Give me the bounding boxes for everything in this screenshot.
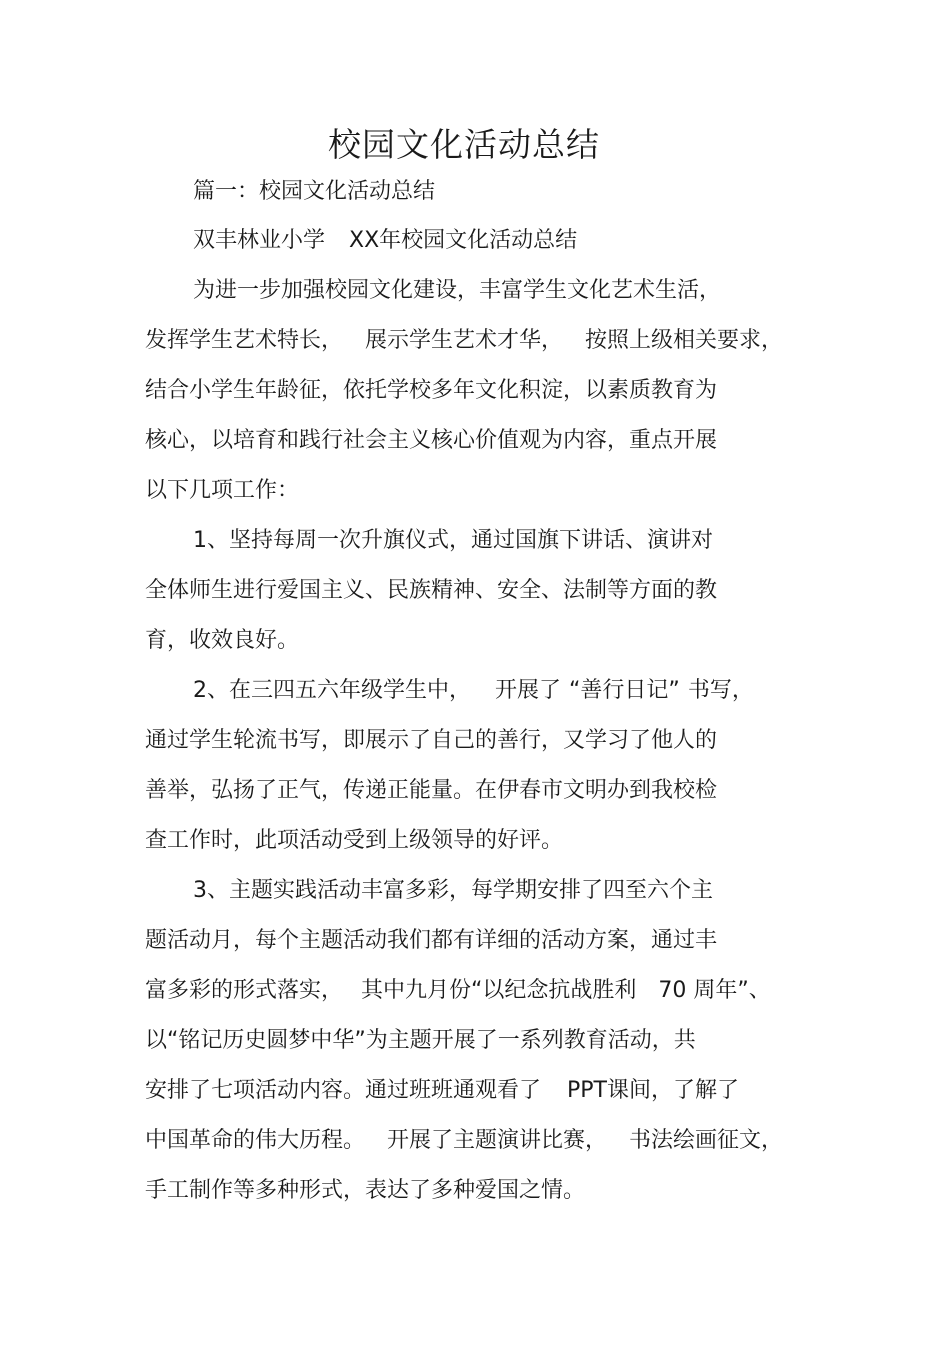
text-segment: 开展了主题演讲比赛，: [387, 1128, 608, 1153]
text-segment: 其中九月份“以纪念抗战胜利: [361, 978, 637, 1003]
text-segment: 70 周年”、: [658, 978, 771, 1003]
text-line: 查工作时，此项活动受到上级领导的好评。: [145, 828, 564, 853]
text-line: 手工制作等多种形式，表达了多种爱国之情。: [145, 1178, 586, 1203]
text-segment: XX年校园文化活动总结: [349, 228, 578, 253]
text-segment: 按照上级相关要求，: [585, 328, 784, 353]
paragraph-line: [145, 724, 717, 758]
paragraph-line: [145, 824, 563, 858]
document-title: 校园文化活动总结: [328, 125, 600, 164]
text-line: 以“铭记历史圆梦中华”为主题开展了一系列教育活动，共: [145, 1028, 696, 1053]
text-line: 为进一步加强校园文化建设，丰富学生文化艺术生活，: [193, 278, 722, 303]
text-segment: 开展了: [495, 678, 562, 703]
text-segment: “善行日记”: [569, 678, 680, 703]
text-line: 结合小学生年龄征，依托学校多年文化积淀，以素质教育为: [145, 378, 718, 403]
text-segment: 书写，: [687, 678, 754, 703]
paragraph-line: [145, 924, 717, 958]
text-segment: 富多彩的形式落实，: [145, 978, 344, 1003]
chapter-heading: [193, 175, 435, 209]
subtitle-line: [193, 224, 577, 258]
text-segment: PPT课间，了解了: [567, 1078, 739, 1103]
paragraph-line: [145, 424, 717, 458]
paragraph-line: [145, 474, 299, 508]
paragraph-line: [145, 1124, 783, 1158]
text-line: 以下几项工作：: [145, 478, 300, 503]
text-line: 育，收效良好。: [145, 628, 300, 653]
text-line: 篇一：校园文化活动总结: [193, 179, 436, 204]
text-line: 核心，以培育和践行社会主义核心价值观为内容，重点开展: [145, 428, 718, 453]
text-segment: 展示学生艺术才华，: [365, 328, 564, 353]
text-segment: 书法绘画征文，: [629, 1128, 784, 1153]
text-line: 题活动月，每个主题活动我们都有详细的活动方案，通过丰: [145, 928, 718, 953]
paragraph-line: [145, 1074, 739, 1108]
paragraph-line: [145, 574, 717, 608]
paragraph-line: [193, 874, 713, 908]
paragraph-line: [145, 774, 717, 808]
paragraph-line: [145, 324, 783, 358]
text-line: 全体师生进行爱国主义、民族精神、安全、法制等方面的教: [145, 578, 718, 603]
text-line: 3、主题实践活动丰富多彩，每学期安排了四至六个主: [193, 878, 713, 903]
text-line: 善举，弘扬了正气，传递正能量。在伊春市文明办到我校检: [145, 778, 718, 803]
text-segment: 安排了七项活动内容。通过班班通观看了: [145, 1078, 542, 1103]
text-segment: 中国革命的伟大历程。: [145, 1128, 366, 1153]
paragraph-line: [193, 674, 754, 708]
paragraph-line: [145, 1174, 585, 1208]
text-line: 通过学生轮流书写，即展示了自己的善行，又学习了他人的: [145, 728, 718, 753]
text-segment: 发挥学生艺术特长，: [145, 328, 344, 353]
text-segment: 双丰林业小学: [193, 228, 326, 253]
paragraph-line: [145, 974, 771, 1008]
paragraph-line: [193, 524, 713, 558]
paragraph-line: [193, 274, 721, 308]
paragraph-line: [145, 374, 717, 408]
text-line: 1、坚持每周一次升旗仪式，通过国旗下讲话、演讲对: [193, 528, 713, 553]
paragraph-line: [145, 624, 299, 658]
text-segment: 2、在三四五六年级学生中，: [193, 678, 471, 703]
paragraph-line: [145, 1024, 696, 1058]
